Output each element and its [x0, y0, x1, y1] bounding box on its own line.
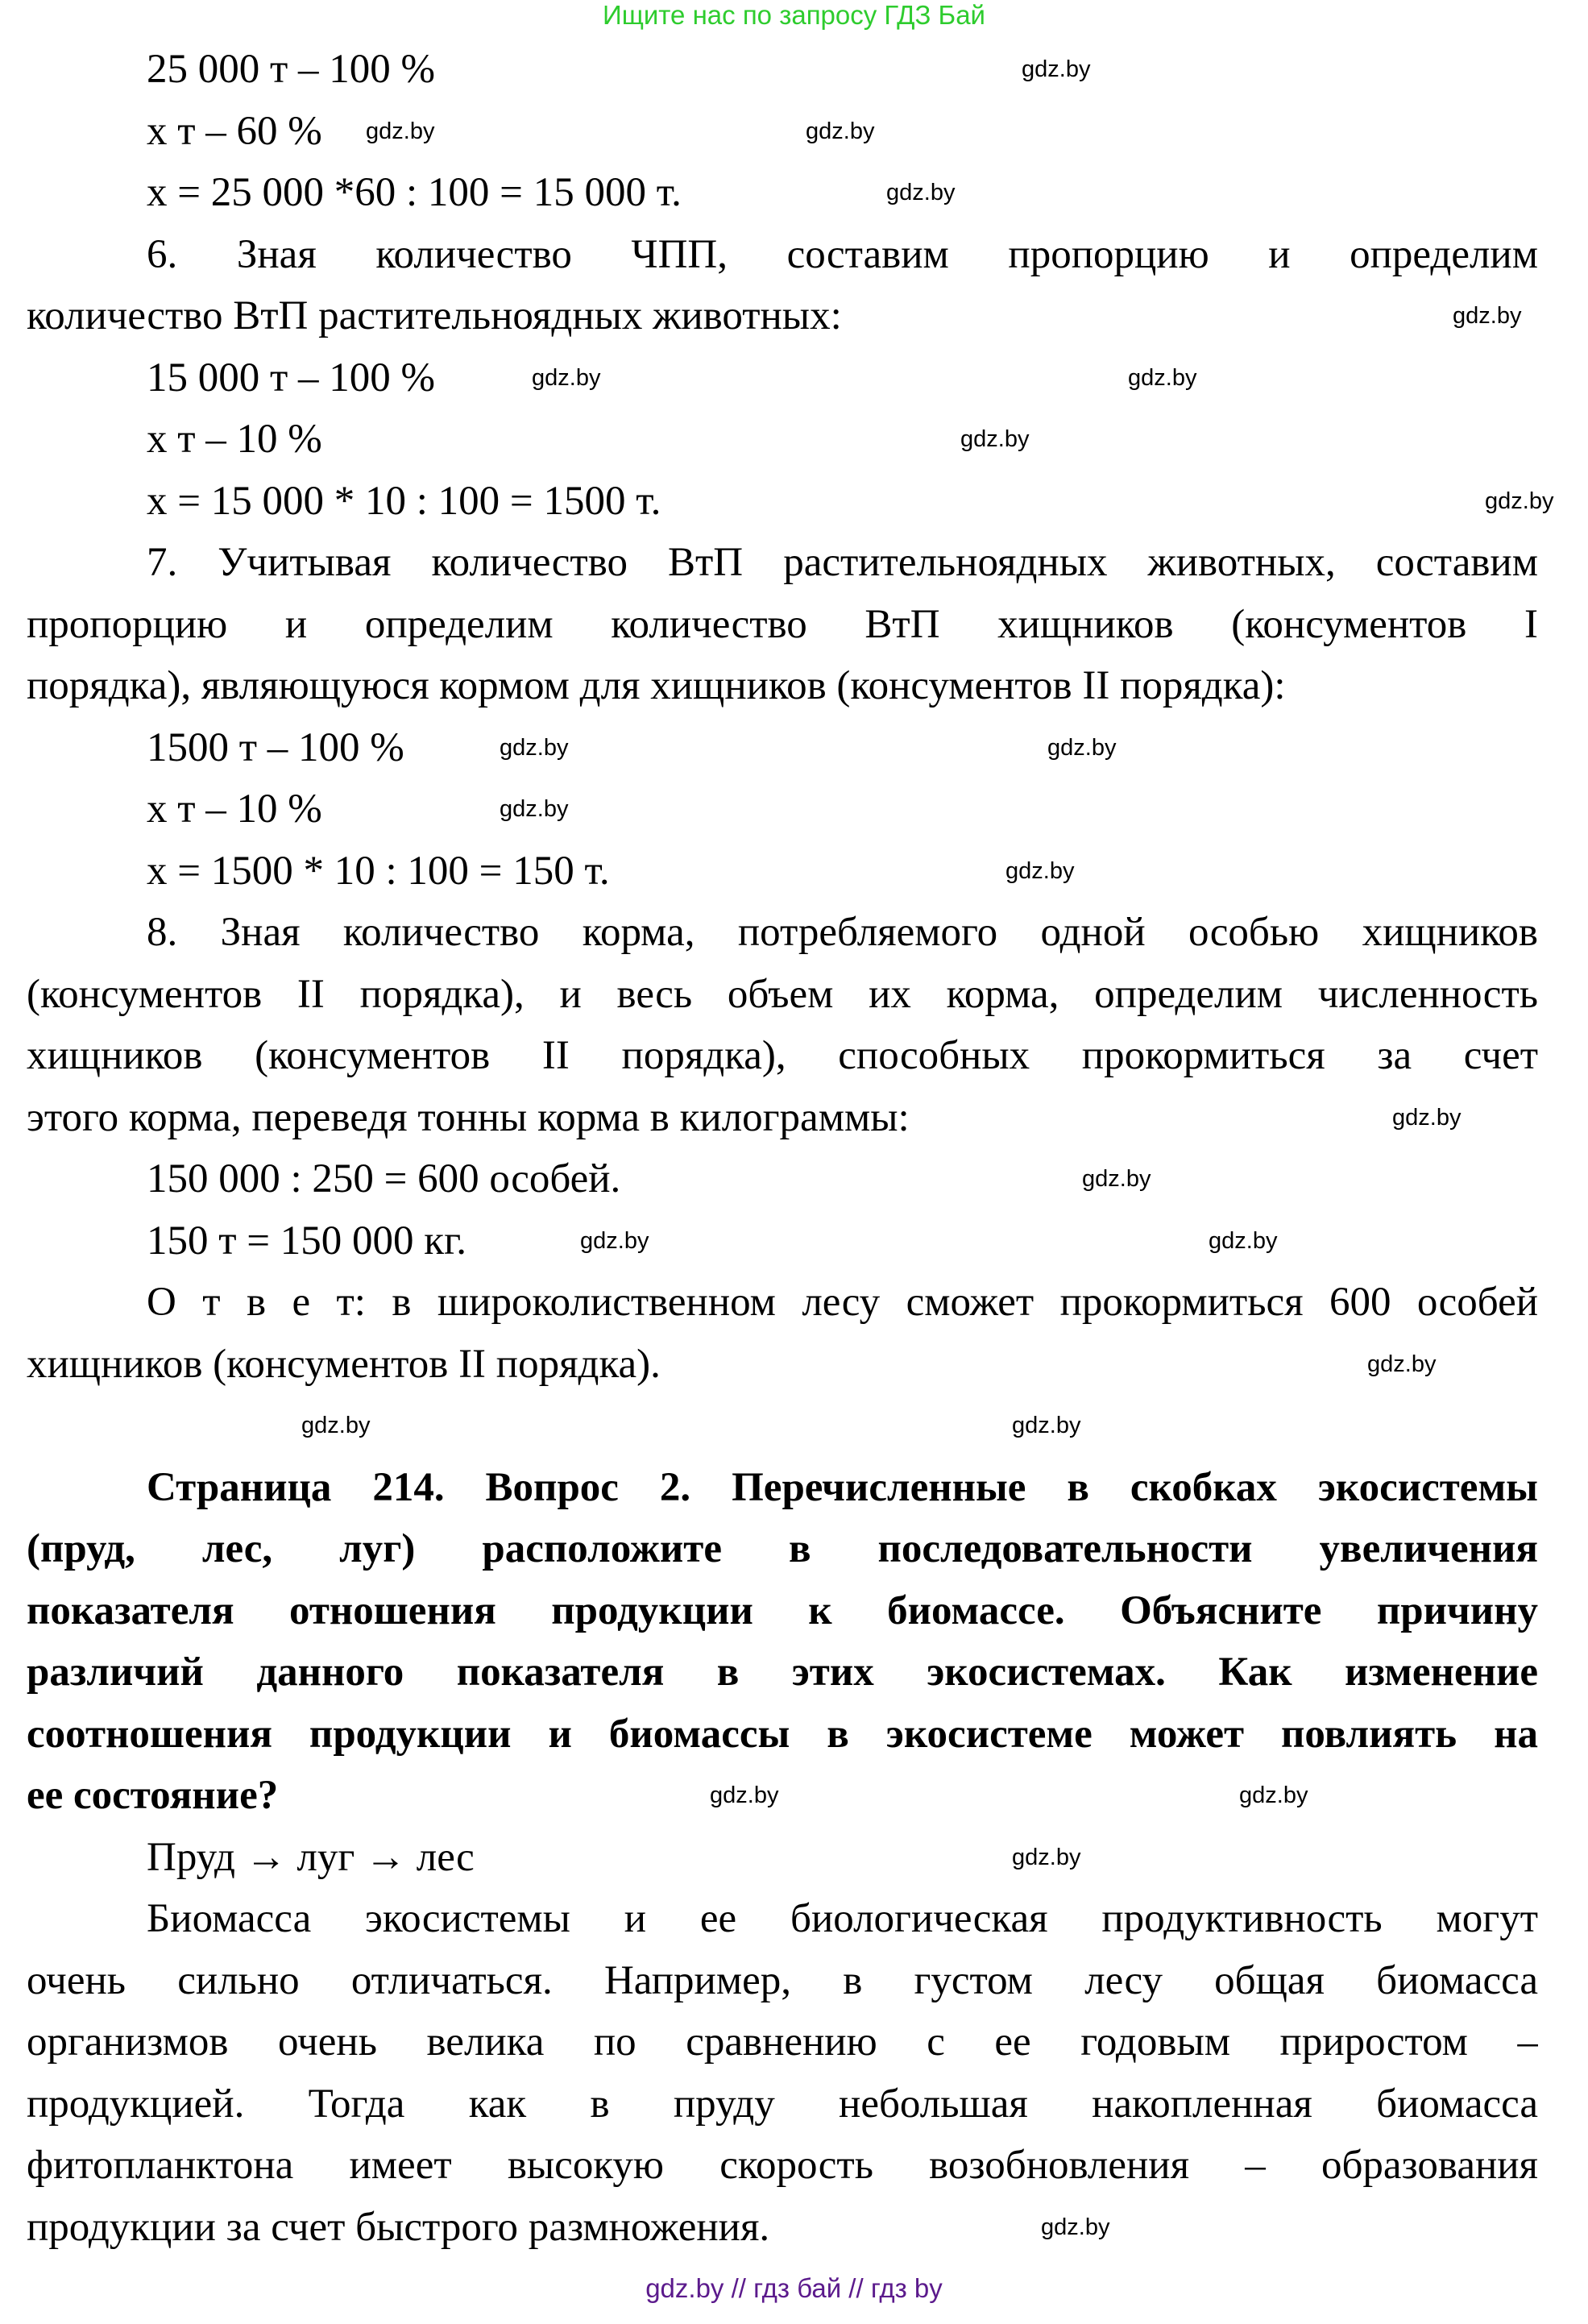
question-line: Страница 214. Вопрос 2. Перечисленные в скобках экосистемы [147, 1464, 1538, 1510]
text-line: (консументов II порядка), и весь объем их корма, определим численность [27, 971, 1538, 1017]
text-line: х т – 10 % [147, 417, 322, 462]
text-line: 150 000 : 250 = 600 особей. [147, 1156, 621, 1201]
document-body [27, 39, 1538, 2258]
watermark-text: gdz.by [366, 118, 435, 144]
watermark-text: gdz.by [1012, 1413, 1081, 1438]
watermark-text: gdz.by [710, 1782, 779, 1808]
text-line: Пруд → луг → лес [147, 1834, 475, 1880]
text-line: 15 000 т – 100 % [147, 355, 436, 400]
watermark-text: gdz.by [1367, 1351, 1437, 1377]
text-line: х = 25 000 *60 : 100 = 15 000 т. [147, 170, 682, 215]
watermark-text: gdz.by [500, 796, 569, 822]
text-line: х т – 60 % [147, 108, 322, 154]
text-line: продукции за счет быстрого размножения. [27, 2204, 770, 2250]
text-line: 25 000 т – 100 % [147, 47, 436, 92]
watermark-text: gdz.by [1012, 1844, 1081, 1870]
watermark-text: gdz.by [886, 180, 956, 205]
watermark-text: gdz.by [806, 118, 875, 144]
text-line: хищников (консументов II порядка), способных прокормиться за счет [27, 1033, 1538, 1078]
watermark-text: gdz.by [1209, 1227, 1278, 1254]
text-line: 6. Зная количество ЧПП, составим пропорцию и определим [147, 231, 1538, 277]
text-line: этого корма, переведя тонны корма в килограммы: [27, 1094, 910, 1140]
text-line: 150 т = 150 000 кг. [147, 1218, 466, 1264]
header-banner: Ищите нас по запросу ГДЗ Бай [603, 0, 985, 30]
watermark-text: gdz.by [532, 364, 601, 391]
watermark-text: gdz.by [1128, 364, 1197, 391]
text-line: х т – 10 % [147, 786, 322, 832]
text-line: продукцией. Тогда как в пруду небольшая накопленная биомасса [27, 2081, 1538, 2127]
text-line: порядка), являющуюся кормом для хищников (консументов II порядка): [27, 663, 1286, 708]
watermark-text: gdz.by [1041, 2214, 1110, 2240]
text-line: 8. Зная количество корма, потребляемого одной особью хищников [147, 910, 1538, 955]
text-line: 7. Учитывая количество ВтП растительноядных животных, составим [147, 540, 1538, 585]
text-line: О т в е т: в широколиственном лесу сможет прокормиться 600 особей [147, 1280, 1538, 1325]
question-line: соотношения продукции и биомассы в экосистеме может повлиять на [27, 1711, 1538, 1757]
watermark-text: gdz.by [580, 1227, 649, 1254]
text-line: Биомасса экосистемы и ее биологическая продуктивность могут [147, 1896, 1538, 1941]
text-line: х = 1500 * 10 : 100 = 150 т. [147, 848, 610, 894]
watermark-text: gdz.by [960, 426, 1030, 452]
question-line: ее состояние? [27, 1773, 279, 1818]
watermark-text: gdz.by [1022, 56, 1091, 82]
question-line: различий данного показателя в этих экосистемах. Как изменение [27, 1650, 1538, 1695]
watermark-text: gdz.by [1239, 1782, 1308, 1808]
text-line: хищников (консументов II порядка). [27, 1341, 661, 1387]
watermark-text: gdz.by [500, 734, 569, 761]
question-line: (пруд, лес, луг) расположите в последовательности увеличения [27, 1526, 1538, 1571]
watermark-text: gdz.by [1082, 1166, 1151, 1192]
watermark-text: gdz.by [1005, 857, 1075, 884]
question-line: показателя отношения продукции к биомассе. Объясните причину [27, 1587, 1538, 1633]
text-line: х = 15 000 * 10 : 100 = 1500 т. [147, 478, 661, 524]
text-line: 1500 т – 100 % [147, 724, 404, 770]
watermark-text: gdz.by [301, 1413, 371, 1438]
watermark-text: gdz.by [1485, 488, 1554, 514]
watermark-text: gdz.by [1047, 734, 1117, 761]
watermark-text: gdz.by [1453, 303, 1522, 329]
watermark-text: gdz.by [1392, 1104, 1462, 1131]
text-line [27, 1395, 1538, 1457]
text-line: очень сильно отличаться. Например, в густом лесу общая биомасса [27, 1957, 1538, 2003]
footer-banner: gdz.by // гдз бай // гдз by [645, 2273, 943, 2303]
text-line: количество ВтП растительноядных животных: [27, 293, 842, 338]
text-line: фитопланктона имеет высокую скорость возобновления – образования [27, 2143, 1538, 2188]
text-line: организмов очень велика по сравнению с ее годовым приростом – [27, 2019, 1538, 2065]
text-line: пропорцию и определим количество ВтП хищников (консументов I [27, 601, 1538, 647]
